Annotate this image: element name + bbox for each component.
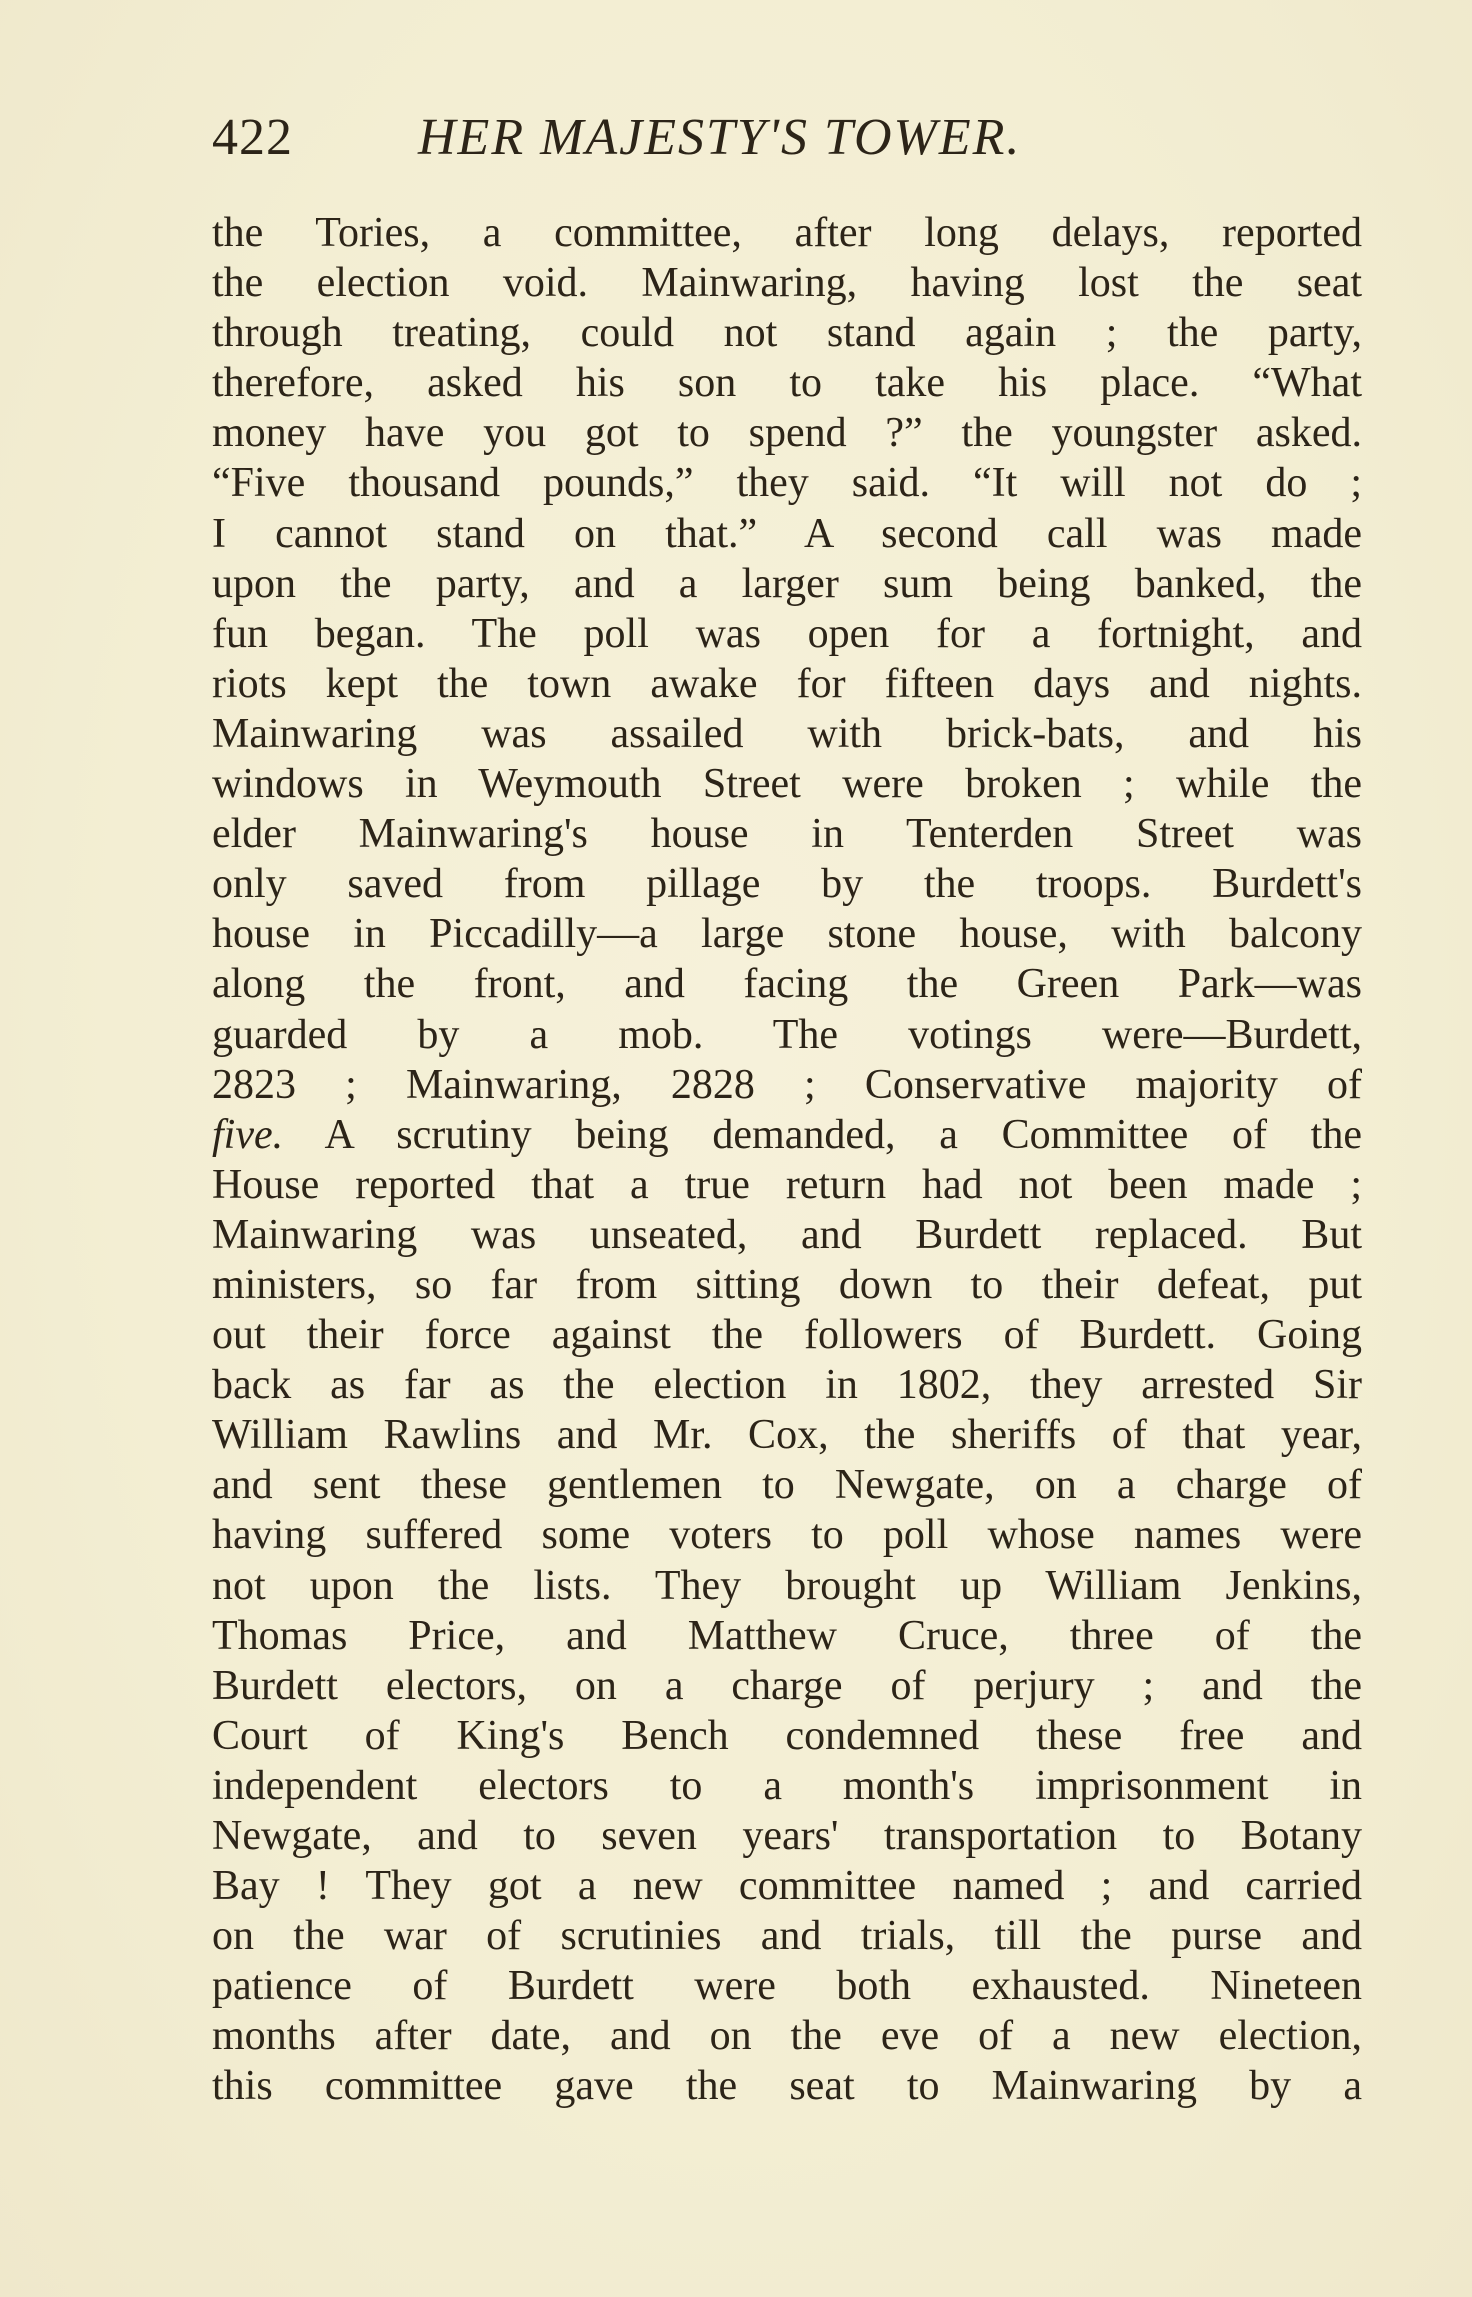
text-line: Mainwaring was unseated, and Burdett replaced. But [212,1211,1362,1258]
text-line: patience of Burdett were both exhausted. Nineteen [212,1963,1362,2010]
text-line: Bay ! They got a new committee named ; and carried [212,1863,1362,1910]
text-line: Mainwaring was assailed with brick-bats, and his [212,710,1362,757]
text-line: only saved from pillage by the troops. Burdett's [212,861,1362,908]
text-line: guarded by a mob. The votings were—Burdett, [212,1011,1362,1058]
text-line: riots kept the town awake for fifteen days and nights. [212,660,1362,707]
text-line: Thomas Price, and Matthew Cruce, three of the [212,1612,1362,1659]
text-line: William Rawlins and Mr. Cox, the sheriffs of that year, [212,1412,1362,1459]
body-text [212,208,1362,2112]
running-title: HER MAJESTY'S TOWER. [418,109,1022,166]
text-line: windows in Weymouth Street were broken ; while the [212,761,1362,808]
text-line: this committee gave the seat to Mainwaring by a [212,2063,1362,2110]
text-line-mixed [212,1110,1362,1160]
text-line: elder Mainwaring's house in Tenterden Street was [212,811,1362,858]
italic-word: five. [212,1111,284,1158]
text-line: 2823 ; Mainwaring, 2828 ; Conservative majority of [212,1061,1362,1108]
text-line: independent electors to a month's imprisonment in [212,1762,1362,1809]
text-line: Newgate, and to seven years' transportation to Botany [212,1813,1362,1859]
text-line: ministers, so far from sitting down to their defeat, put [212,1261,1362,1308]
text-line: “Five thousand pounds,” they said. “It will not do ; [212,460,1362,507]
page-number: 422 [212,109,293,166]
text-line: therefore, asked his son to take his place. “What [212,360,1362,407]
text-segment: A scrutiny being demanded, a Committee of the [283,1111,1362,1158]
text-line: the Tories, a committee, after long delays, reported [212,210,1362,256]
text-line: through treating, could not stand again ; the party, [212,310,1362,357]
text-line: upon the party, and a larger sum being banked, the [212,560,1362,607]
text-line: I cannot stand on that.” A second call was made [212,510,1362,557]
text-line: money have you got to spend ?” the youngster asked. [212,410,1362,457]
text-line: having suffered some voters to poll whose names were [212,1512,1362,1559]
text-line: and sent these gentlemen to Newgate, on a charge of [212,1462,1362,1509]
text-line: Burdett electors, on a charge of perjury ; and the [212,1662,1362,1709]
text-line: the election void. Mainwaring, having lost the seat [212,260,1362,307]
text-line: months after date, and on the eve of a new election, [212,2013,1362,2060]
text-line: not upon the lists. They brought up William Jenkins, [212,1562,1362,1609]
page-header [212,108,1362,168]
text-line: back as far as the election in 1802, they arrested Sir [212,1362,1362,1409]
text-line: fun began. The poll was open for a fortnight, and [212,610,1362,657]
text-line: house in Piccadilly—a large stone house, with balcony [212,911,1362,958]
text-line: along the front, and facing the Green Park—was [212,961,1362,1008]
text-line: out their force against the followers of Burdett. Going [212,1312,1362,1359]
text-line: House reported that a true return had not been made ; [212,1161,1362,1208]
text-line: on the war of scrutinies and trials, till the purse and [212,1913,1362,1960]
text-line: Court of King's Bench condemned these free and [212,1712,1362,1759]
